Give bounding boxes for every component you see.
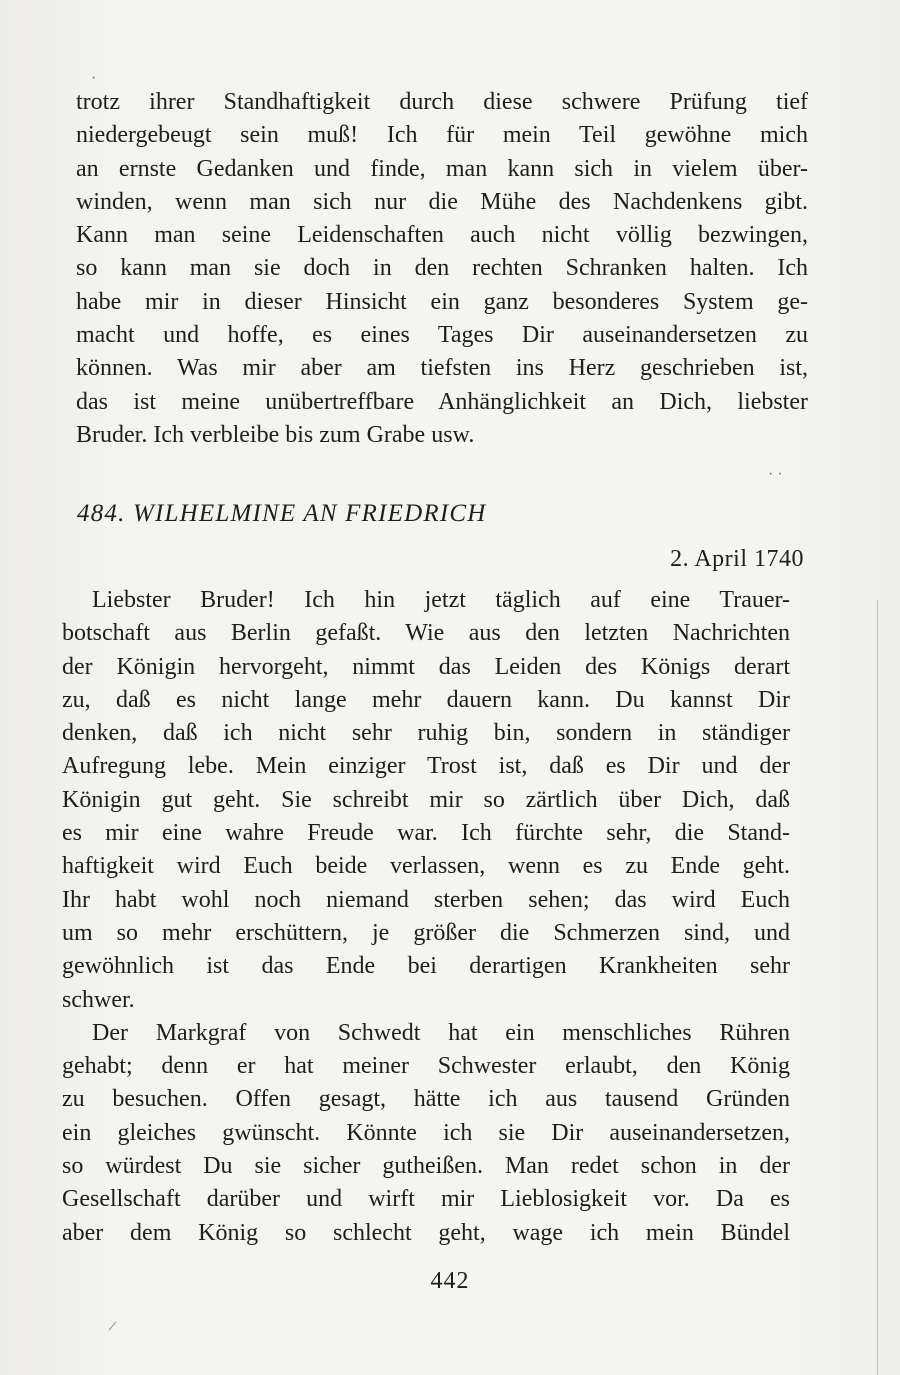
- text-line: an ernste Gedanken und finde, man kann sich in vielem über-: [76, 155, 808, 182]
- text-line: Bruder. Ich verbleibe bis zum Grabe usw.: [76, 421, 475, 448]
- text-line: macht und hoffe, es eines Tages Dir auseinandersetzen zu: [76, 322, 808, 349]
- text-line: können. Was mir aber am tiefsten ins Herz geschrieben ist,: [76, 355, 808, 382]
- text-line: ein gleiches gwünscht. Könnte ich sie Dir auseinandersetzen,: [62, 1119, 790, 1146]
- text-line: es mir eine wahre Freude war. Ich fürchte sehr, die Stand-: [62, 820, 790, 847]
- letter-body-text: [62, 584, 790, 1250]
- text-line: Kann man seine Leidenschaften auch nicht völlig bezwingen,: [76, 222, 808, 249]
- text-line: gehabt; denn er hat meiner Schwester erlaubt, den König: [62, 1053, 790, 1080]
- text-line: zu, daß es nicht lange mehr dauern kann. Du kannst Dir: [62, 686, 790, 713]
- text-line: zu besuchen. Offen gesagt, hätte ich aus tausend Gründen: [62, 1086, 790, 1113]
- text-line: das ist meine unübertreffbare Anhänglichkeit an Dich, liebster: [76, 388, 808, 415]
- text-line: so kann man sie doch in den rechten Schranken halten. Ich: [76, 255, 808, 282]
- text-line: Der Markgraf von Schwedt hat ein menschliches Rühren: [92, 1019, 790, 1046]
- text-line: haftigkeit wird Euch beide verlassen, wenn es zu Ende geht.: [62, 853, 790, 880]
- text-line: schwer.: [62, 986, 135, 1013]
- pencil-mark: /: [107, 1317, 118, 1336]
- page-edge-shadow: [877, 600, 878, 1375]
- speck-mark: · ·: [768, 466, 783, 483]
- text-line: um so mehr erschüttern, je größer die Schmerzen sind, und: [62, 919, 790, 946]
- text-line: winden, wenn man sich nur die Mühe des Nachdenkens gibt.: [76, 188, 808, 215]
- text-line: so würdest Du sie sicher gutheißen. Man redet schon in der: [62, 1153, 790, 1180]
- text-line: habe mir in dieser Hinsicht ein ganz besonderes System ge-: [76, 288, 808, 315]
- text-line: Ihr habt wohl noch niemand sterben sehen; das wird Euch: [62, 886, 790, 913]
- text-line: der Königin hervorgeht, nimmt das Leiden des Königs derart: [62, 653, 790, 680]
- text-line: botschaft aus Berlin gefaßt. Wie aus den letzten Nachrichten: [62, 620, 790, 647]
- text-line: aber dem König so schlecht geht, wage ich mein Bündel: [62, 1219, 790, 1246]
- text-line: Gesellschaft darüber und wirft mir Lieblosigkeit vor. Da es: [62, 1186, 790, 1213]
- letter-continuation-text: [76, 86, 808, 452]
- text-line: Königin gut geht. Sie schreibt mir so zärtlich über Dich, daß: [62, 786, 790, 813]
- text-line: gewöhnlich ist das Ende bei derartigen Krankheiten sehr: [62, 953, 790, 980]
- speck-mark: ·: [91, 70, 97, 87]
- text-line: Liebster Bruder! Ich hin jetzt täglich auf eine Trauer-: [92, 587, 790, 613]
- letter-heading: 484. WILHELMINE AN FRIEDRICH: [77, 500, 487, 527]
- text-line: denken, daß ich nicht sehr ruhig bin, sondern in ständiger: [62, 720, 790, 747]
- page-number: 442: [430, 1268, 470, 1294]
- text-line: niedergebeugt sein muß! Ich für mein Teil gewöhne mich: [76, 122, 808, 149]
- text-line: trotz ihrer Standhaftigkeit durch diese schwere Prüfung tief: [76, 89, 808, 115]
- text-line: Aufregung lebe. Mein einziger Trost ist, daß es Dir und der: [62, 753, 790, 780]
- letter-date: 2. April 1740: [670, 546, 804, 572]
